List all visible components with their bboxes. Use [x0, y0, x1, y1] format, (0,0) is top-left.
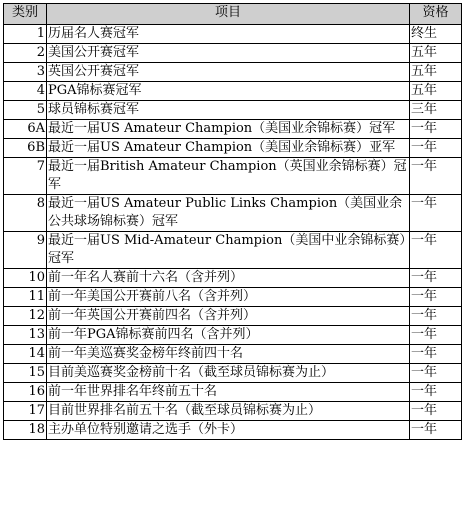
- table-cell-item: 目前世界排名前五十名（截至球员锦标赛为止）: [47, 402, 410, 421]
- table-cell-qualification: 五年: [410, 44, 462, 63]
- table-row: [4, 345, 462, 364]
- table-cell-category: 13: [4, 326, 47, 345]
- table-cell-category: 3: [4, 63, 47, 82]
- table-cell-category: 6B: [4, 139, 47, 158]
- table-cell-item: 最近一届British Amateur Champion（英国业余锦标赛）冠军: [47, 158, 410, 195]
- table-cell-category: 9: [4, 232, 47, 269]
- table-cell-qualification: 一年: [410, 158, 462, 195]
- table-row: [4, 421, 462, 440]
- table-cell-item: 前一年名人赛前十六名（含并列）: [47, 269, 410, 288]
- table-cell-item: 目前美巡赛奖金榜前十名（截至球员锦标赛为止）: [47, 364, 410, 383]
- table-cell-qualification: 一年: [410, 421, 462, 440]
- table-row: [4, 288, 462, 307]
- table-cell-qualification: 三年: [410, 101, 462, 120]
- table-cell-item: 球员锦标赛冠军: [47, 101, 410, 120]
- table-cell-qualification: 五年: [410, 82, 462, 101]
- header-item: 项目: [47, 4, 410, 25]
- table-cell-qualification: 一年: [410, 345, 462, 364]
- table-row: [4, 25, 462, 44]
- table-cell-qualification: 一年: [410, 364, 462, 383]
- table-cell-qualification: 一年: [410, 232, 462, 269]
- table-row: [4, 326, 462, 345]
- header-row: [4, 4, 462, 25]
- table-row: [4, 269, 462, 288]
- table-cell-qualification: 一年: [410, 139, 462, 158]
- table-cell-item: 美国公开赛冠军: [47, 44, 410, 63]
- table-cell-category: 17: [4, 402, 47, 421]
- table-row: [4, 158, 462, 195]
- table-cell-category: 15: [4, 364, 47, 383]
- table-cell-qualification: 一年: [410, 402, 462, 421]
- table-cell-qualification: 一年: [410, 269, 462, 288]
- table-cell-qualification: 一年: [410, 120, 462, 139]
- table-cell-qualification: 一年: [410, 307, 462, 326]
- table-cell-qualification: 五年: [410, 63, 462, 82]
- table-cell-qualification: 一年: [410, 288, 462, 307]
- table-cell-item: 历届名人赛冠军: [47, 25, 410, 44]
- table-row: [4, 63, 462, 82]
- table-cell-qualification: 终生: [410, 25, 462, 44]
- table-cell-item: PGA锦标赛冠军: [47, 82, 410, 101]
- table-cell-qualification: 一年: [410, 326, 462, 345]
- table-cell-item: 英国公开赛冠军: [47, 63, 410, 82]
- table-cell-item: 前一年世界排名年终前五十名: [47, 383, 410, 402]
- header-category: 类别: [4, 4, 47, 25]
- table-cell-category: 16: [4, 383, 47, 402]
- table-cell-category: 5: [4, 101, 47, 120]
- table-cell-item: 前一年美巡赛奖金榜年终前四十名: [47, 345, 410, 364]
- table-cell-item: 最近一届US Amateur Champion（美国业余锦标赛）亚军: [47, 139, 410, 158]
- table-cell-item: 最近一届US Amateur Champion（美国业余锦标赛）冠军: [47, 120, 410, 139]
- table-cell-category: 7: [4, 158, 47, 195]
- table-cell-category: 4: [4, 82, 47, 101]
- table-row: [4, 44, 462, 63]
- table-cell-category: 14: [4, 345, 47, 364]
- table-cell-item: 前一年美国公开赛前八名（含并列）: [47, 288, 410, 307]
- table-cell-qualification: 一年: [410, 195, 462, 232]
- table-cell-item: 最近一届US Amateur Public Links Champion（美国业余公共球场锦标赛）冠军: [47, 195, 410, 232]
- table-row: [4, 139, 462, 158]
- table-cell-category: 2: [4, 44, 47, 63]
- table-row: [4, 364, 462, 383]
- table-row: [4, 82, 462, 101]
- table-cell-category: 6A: [4, 120, 47, 139]
- table-row: [4, 402, 462, 421]
- table-cell-category: 12: [4, 307, 47, 326]
- table-row: [4, 101, 462, 120]
- table-row: [4, 195, 462, 232]
- table-cell-category: 18: [4, 421, 47, 440]
- qualification-table: [3, 3, 462, 440]
- table-row: [4, 307, 462, 326]
- table-cell-qualification: 一年: [410, 383, 462, 402]
- table-cell-category: 1: [4, 25, 47, 44]
- table-cell-category: 10: [4, 269, 47, 288]
- table-row: [4, 383, 462, 402]
- table-cell-category: 11: [4, 288, 47, 307]
- table-row: [4, 232, 462, 269]
- table-cell-item: 最近一届US Mid-Amateur Champion（美国中业余锦标赛）冠军: [47, 232, 410, 269]
- table-row: [4, 120, 462, 139]
- header-qualification: 资格: [410, 4, 462, 25]
- table-cell-category: 8: [4, 195, 47, 232]
- table-cell-item: 前一年英国公开赛前四名（含并列）: [47, 307, 410, 326]
- table-cell-item: 主办单位特别邀请之选手（外卡）: [47, 421, 410, 440]
- table-cell-item: 前一年PGA锦标赛前四名（含并列）: [47, 326, 410, 345]
- qualification-table-container: [3, 3, 461, 440]
